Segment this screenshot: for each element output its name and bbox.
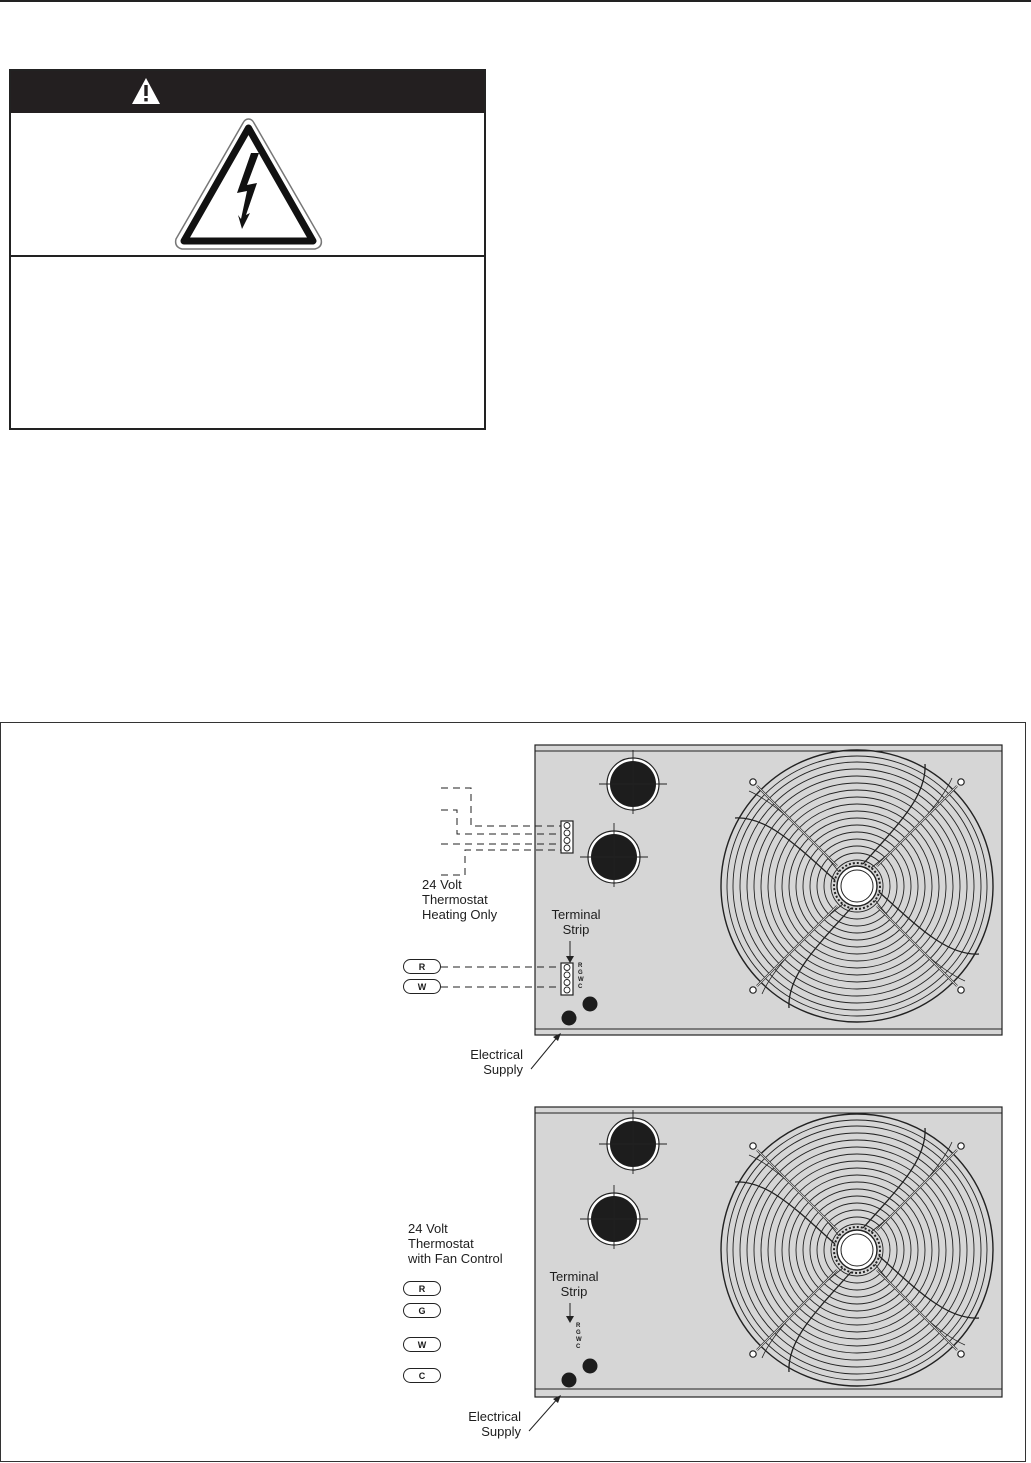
bottom-wire-g-tag: G — [403, 1303, 441, 1318]
warning-box — [9, 69, 486, 430]
top-terminal-letter-c: C — [578, 984, 583, 990]
bottom-terminal-letter-r: R — [576, 1323, 581, 1329]
bottom-supply-line-0: Electrical — [468, 1409, 521, 1424]
bottom-electrical-supply-label — [459, 1409, 521, 1439]
warning-triangle-icon — [131, 77, 161, 105]
bottom-thermostat-line-0: 24 Volt — [408, 1221, 448, 1236]
warning-body — [27, 269, 468, 416]
top-terminal-letter-g: G — [578, 970, 583, 976]
bottom-terminal-line-1: Strip — [560, 1284, 588, 1299]
bottom-thermostat-label — [408, 1221, 503, 1266]
top-unit — [441, 745, 1002, 1069]
warning-divider — [11, 255, 484, 257]
top-wire-r-tag: R — [403, 959, 441, 974]
bottom-thermostat-line-1: Thermostat — [408, 1236, 474, 1251]
warning-header — [11, 71, 484, 113]
bottom-thermostat-line-2: with Fan Control — [408, 1251, 503, 1266]
top-terminal-letter-w: W — [578, 977, 584, 983]
bottom-supply-line-1: Supply — [481, 1424, 521, 1439]
page-top-rule — [0, 0, 1031, 2]
bottom-terminal-letter-w: W — [576, 1337, 582, 1343]
wiring-diagram-graphics — [1, 723, 1025, 1461]
electrical-shock-icon — [171, 115, 326, 253]
bottom-wire-r-tag: R — [403, 1281, 441, 1296]
bottom-terminal-strip-label — [537, 1269, 611, 1299]
bottom-terminal-letter-c: C — [576, 1344, 581, 1350]
bottom-terminal-line-0: Terminal — [549, 1269, 599, 1284]
bottom-wire-c-tag: C — [403, 1368, 441, 1383]
top-thermostat-label: 24 Volt Thermostat Heating Only — [422, 877, 498, 922]
top-wire-w-tag: W — [403, 979, 441, 994]
top-terminal-strip-label: Terminal Strip — [551, 907, 601, 937]
top-terminal-letter-r: R — [578, 963, 583, 969]
wiring-figure — [0, 722, 1026, 1462]
bottom-wire-w-tag: W — [403, 1337, 441, 1352]
top-electrical-supply-label: Electrical Supply — [470, 1047, 523, 1077]
bottom-terminal-letter-g: G — [576, 1330, 581, 1336]
